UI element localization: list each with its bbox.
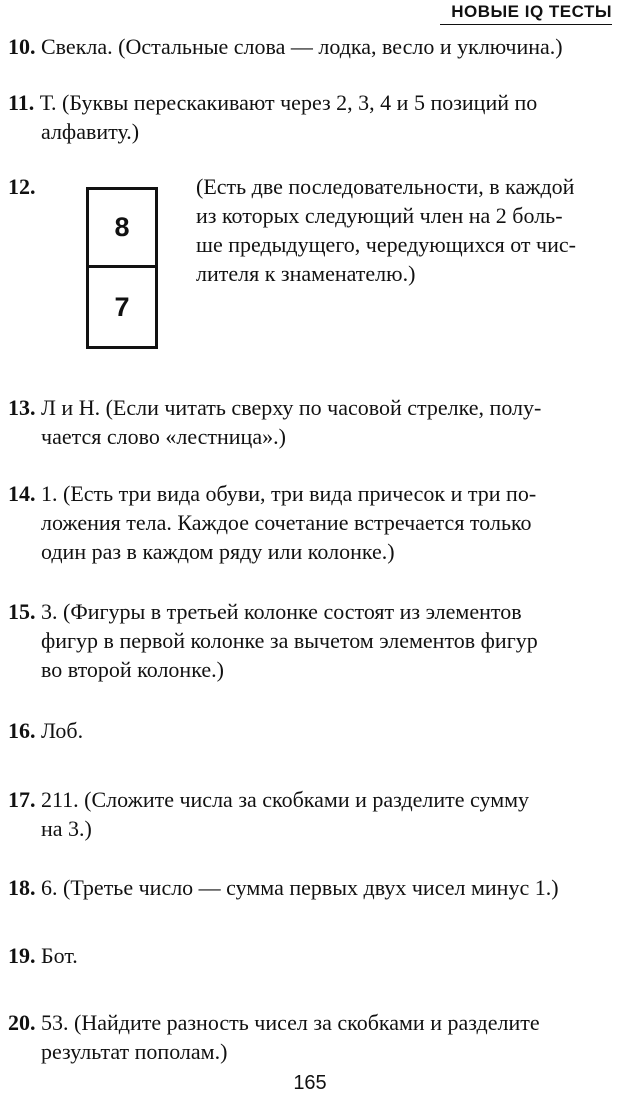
answer-text: Л и Н. (Если читать сверху по часовой стрелке, полу- (41, 395, 542, 420)
answer-number: 20. (8, 1010, 36, 1035)
answer-text-continued: алфавиту.) (41, 119, 140, 144)
answer-number: 11. (8, 90, 35, 115)
answer-text: 6. (Третье число — сумма первых двух чисел минус 1.) (41, 875, 559, 900)
answer-text: из которых следующий член на 2 боль- (196, 203, 563, 228)
answer-14 (8, 479, 616, 566)
answer-number: 16. (8, 718, 36, 743)
page-number: 165 (293, 1072, 327, 1094)
answer-text: Свекла. (Остальные слова — лодка, весло и уключина.) (41, 34, 563, 59)
answer-text: 1. (Есть три вида обуви, три вида причесок и три по- (41, 481, 537, 506)
answer-10 (8, 32, 616, 61)
answer-text-continued: на 3.) (41, 816, 92, 841)
answer-13 (8, 393, 616, 451)
answer-text: ше предыдущего, чередующихся от чис- (196, 232, 576, 257)
answer-text: 53. (Найдите разность чисел за скобками и разделите (41, 1010, 540, 1035)
running-header: НОВЫЕ IQ ТЕСТЫ (451, 2, 612, 21)
answer-text: Бот. (41, 943, 78, 968)
answer-text-continued: ложения тела. Каждое сочетание встречается только (41, 510, 532, 535)
answer-text: (Есть две последовательности, в каждой (196, 174, 575, 199)
answer-number: 17. (8, 787, 36, 812)
answer-text: Т. (Буквы перескакивают через 2, 3, 4 и 5 позиций по (39, 90, 538, 115)
answer-19 (8, 941, 616, 970)
answer-text-continued: фигур в первой колонке за вычетом элементов фигур (41, 628, 538, 653)
answer-number: 15. (8, 599, 36, 624)
answer-18 (8, 873, 616, 902)
answer-number: 18. (8, 875, 36, 900)
answer-text: 211. (Сложите числа за скобками и разделите сумму (41, 787, 530, 812)
answer-text: Лоб. (41, 718, 84, 743)
answer-number: 14. (8, 481, 36, 506)
answer-text-continued: во второй колонке.) (41, 657, 224, 682)
answer-12 (8, 172, 68, 201)
answer-16 (8, 716, 616, 745)
figure-numerator: 8 (89, 190, 155, 268)
answer-number: 10. (8, 34, 36, 59)
answer-11 (8, 88, 616, 146)
fraction-figure (86, 187, 158, 349)
header-rule (440, 24, 612, 25)
answer-12-explanation (196, 172, 616, 288)
answer-number: 13. (8, 395, 36, 420)
answer-17 (8, 785, 616, 843)
answer-text-continued: результат пополам.) (41, 1039, 228, 1064)
answer-text-continued: чается слово «лестница».) (41, 424, 286, 449)
answer-text: 3. (Фигуры в третьей колонке состоят из элементов (41, 599, 522, 624)
answer-text: лителя к знаменателю.) (196, 261, 416, 286)
answer-20 (8, 1008, 616, 1066)
figure-denominator: 7 (114, 291, 130, 322)
answer-15 (8, 597, 616, 684)
answer-number: 12. (8, 174, 36, 199)
answer-number: 19. (8, 943, 36, 968)
answer-text-continued: один раз в каждом ряду или колонке.) (41, 539, 395, 564)
